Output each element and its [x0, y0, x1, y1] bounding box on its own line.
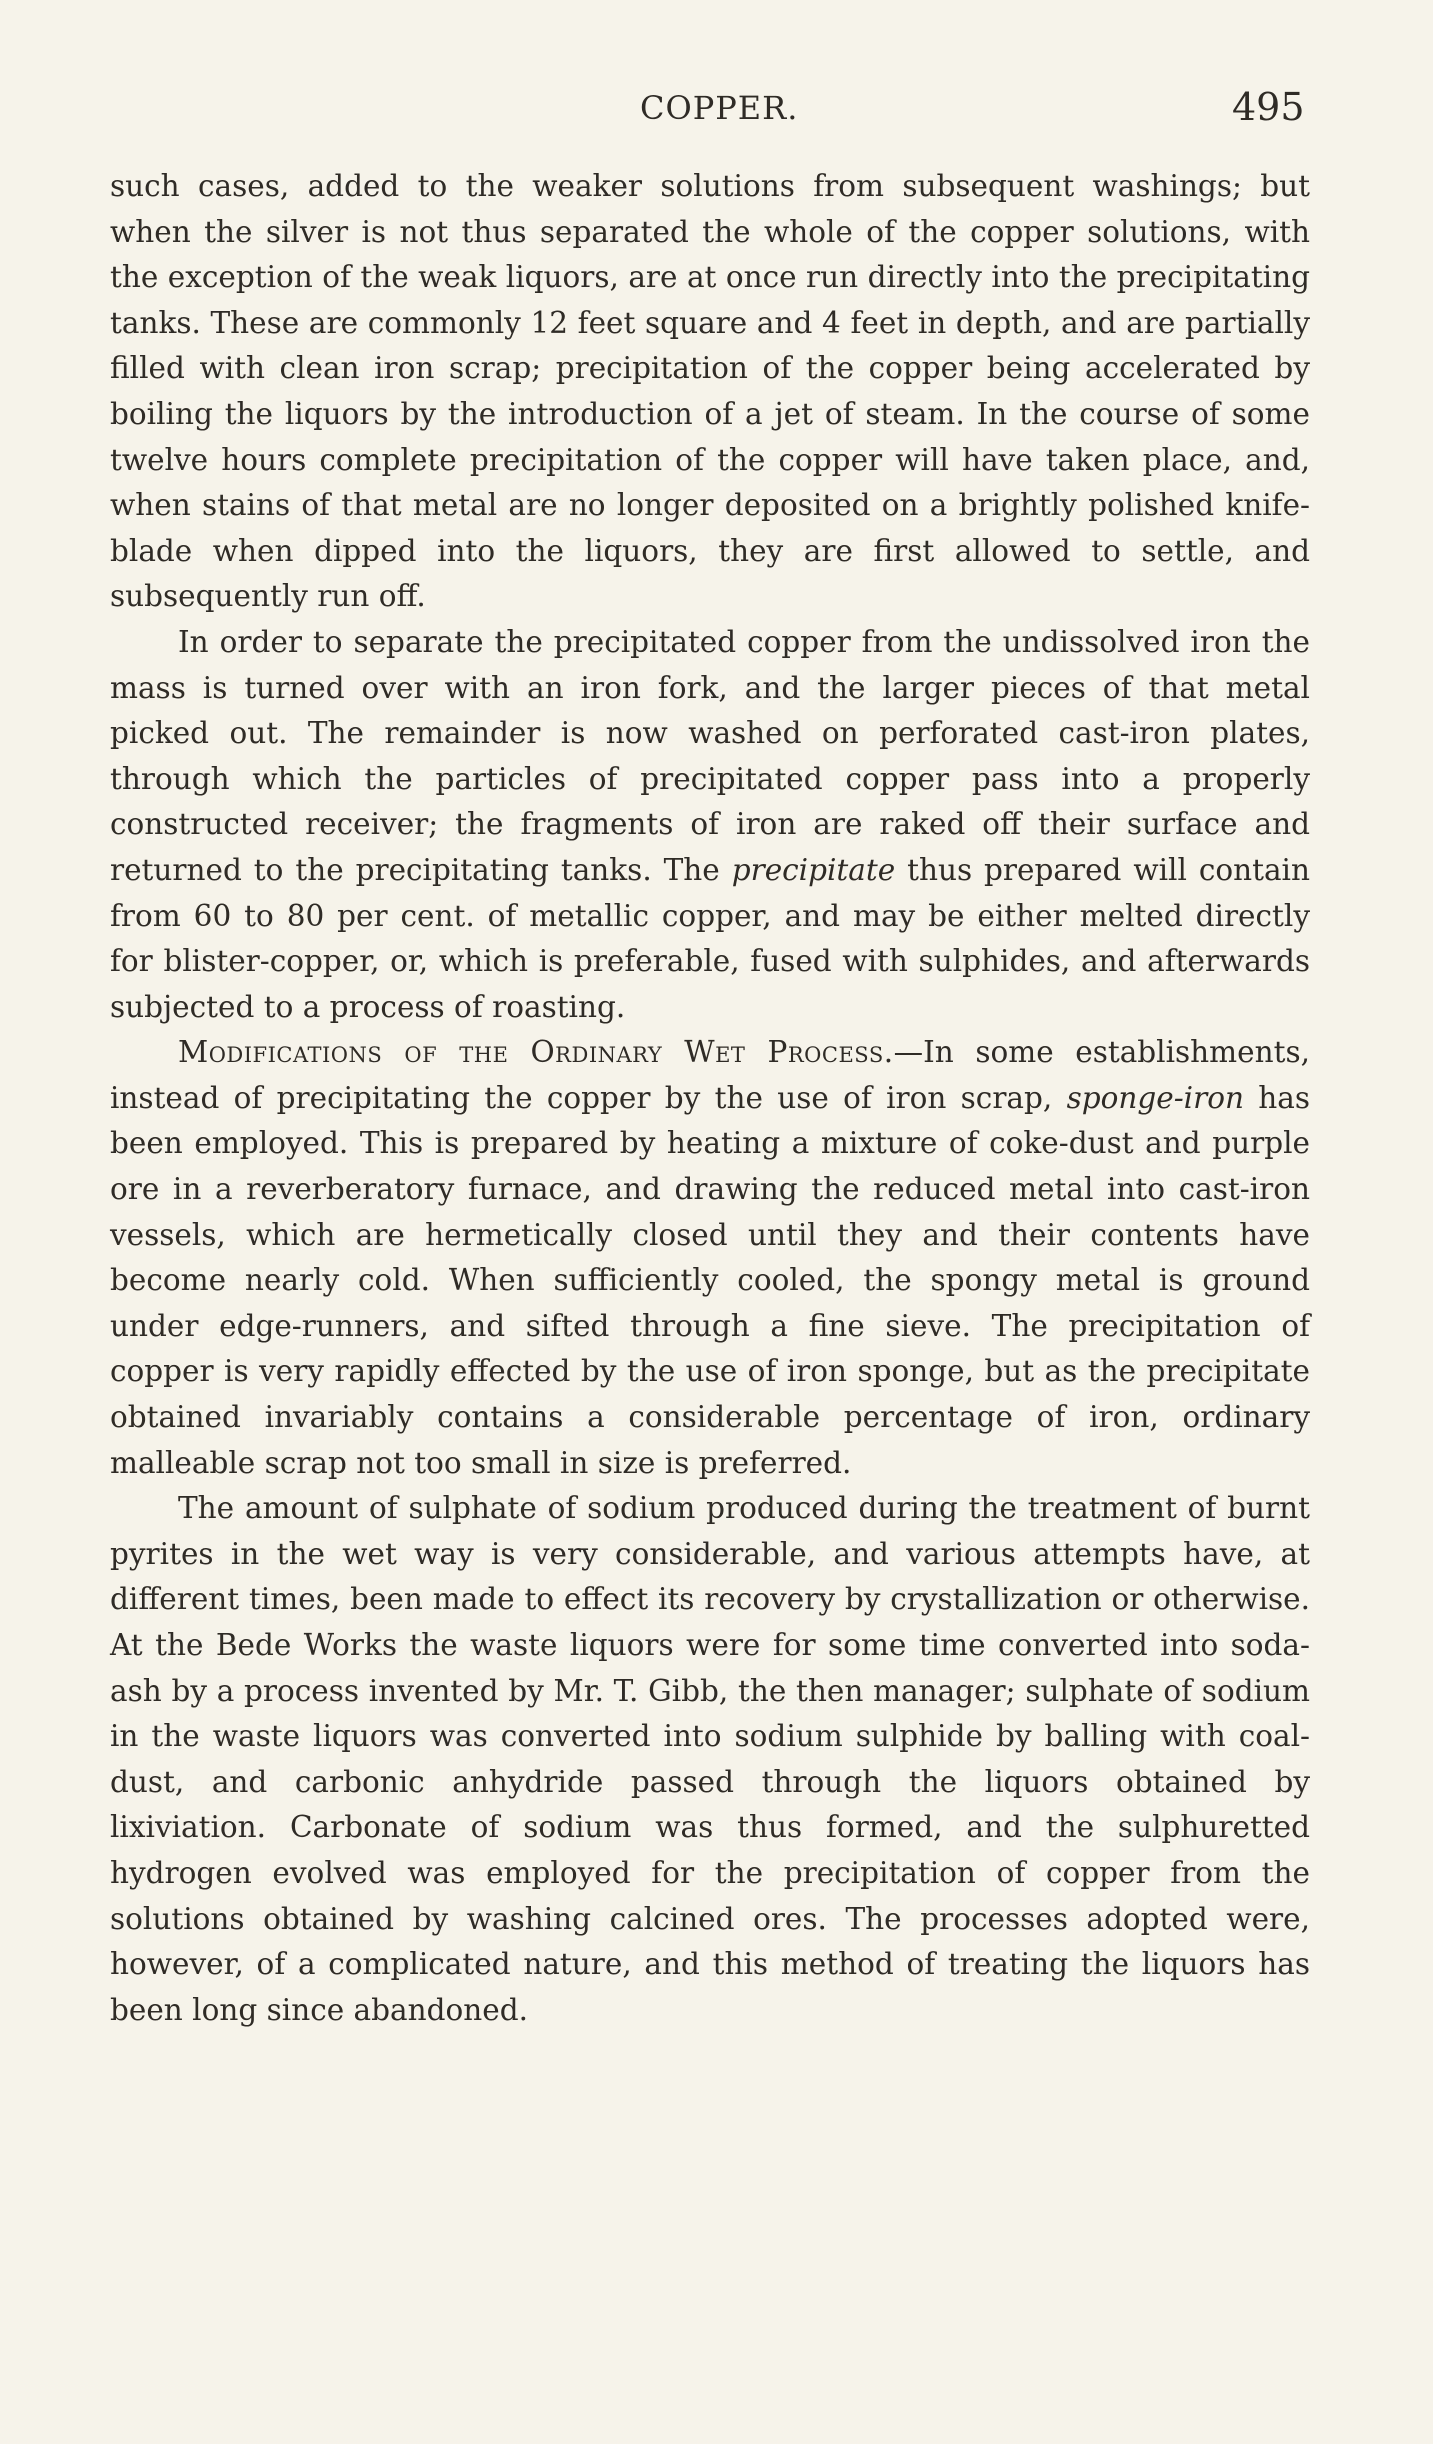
paragraph-text: —In some establishments, instead of precipitating the copper by the use of iron scrap,: [110, 1035, 1310, 1115]
italic-term: sponge-iron: [1066, 1080, 1244, 1115]
paragraph-text: such cases, added to the weaker solutions from subsequent washings; but when the silver is not thus separated the whole of the copper solutions, with the exception of the weak liquors, are at once run directly into the precipitating tanks. These are commonly 12 feet square and 4 feet in depth, and are partially filled with clean iron scrap; precipitation of the copper being accelerated by boiling the liquors by the introduction of a jet of steam. In the course of some twelve hours complete precipitation of the copper will have taken place, and, when stains of that metal are no longer deposited on a brightly polished knife-blade when dipped into the liquors, they are first allowed to settle, and subsequently run off.: [110, 169, 1310, 614]
page-number: 495: [1232, 85, 1305, 129]
paragraph-text: In order to separate the precipitated copper from the undissolved iron the mass is turned over with an iron fork, and the larger pieces of that metal picked out. The remainder is now washed on perforated cast-iron plates, through which the particles of precipitated copper pass into a properly constructed receiver; the fragments of iron are raked off their surface and returned to the precipitating tanks. The: [110, 624, 1310, 887]
paragraph-text: The amount of sulphate of sodium produced during the treatment of burnt pyrites in the wet way is very considerable, and various attempts have, at different times, been made to effect its recovery by crystallization or otherwise. At the Bede Works the waste liquors were for some time converted into soda-ash by a process invented by Mr. T. Gibb, the then manager; sulphate of sodium in the waste liquors was converted into sodium sulphide by balling with coal-dust, and carbonic anhydride passed through the liquors obtained by lixiviation. Carbonate of sodium was thus formed, and the sulphuretted hydrogen evolved was employed for the precipitation of copper from the solutions obtained by washing calcined ores. The processes adopted were, however, of a complicated nature, and this method of treating the liquors has been long since abandoned.: [110, 1491, 1310, 2027]
paragraph-modifications: [110, 1030, 1310, 1486]
italic-term: precipitate: [731, 852, 896, 887]
paragraph-text: thus prepared will contain from 60 to 80 per cent. of metallic copper, and may be either melted directly for blister-copper, or, which is preferable, fused with sulphides, and afterwards subjected to a process of roasting.: [110, 852, 1310, 1024]
paragraph-text: has been employed. This is prepared by heating a mixture of coke-dust and purple ore in a reverberatory furnace, and drawing the reduced metal into cast-iron vessels, which are hermetically closed until they and their contents have become nearly cold. When sufficiently cooled, the spongy metal is ground under edge-runners, and sifted through a fine sieve. The precipitation of copper is very rapidly effected by the use of iron sponge, but as the precipitate obtained invariably contains a considerable percentage of iron, ordinary malleable scrap not too small in size is preferred.: [110, 1080, 1310, 1480]
paragraph-sulphate-of-sodium: [110, 1486, 1310, 2033]
body-text: [110, 164, 1310, 2033]
running-title: COPPER.: [640, 89, 799, 127]
running-head: [0, 84, 1433, 132]
paragraph-precipitated-copper: [110, 620, 1310, 1030]
section-heading: Modifications of the Ordinary Wet Process.: [178, 1035, 894, 1070]
paragraph-continued: [110, 164, 1310, 620]
